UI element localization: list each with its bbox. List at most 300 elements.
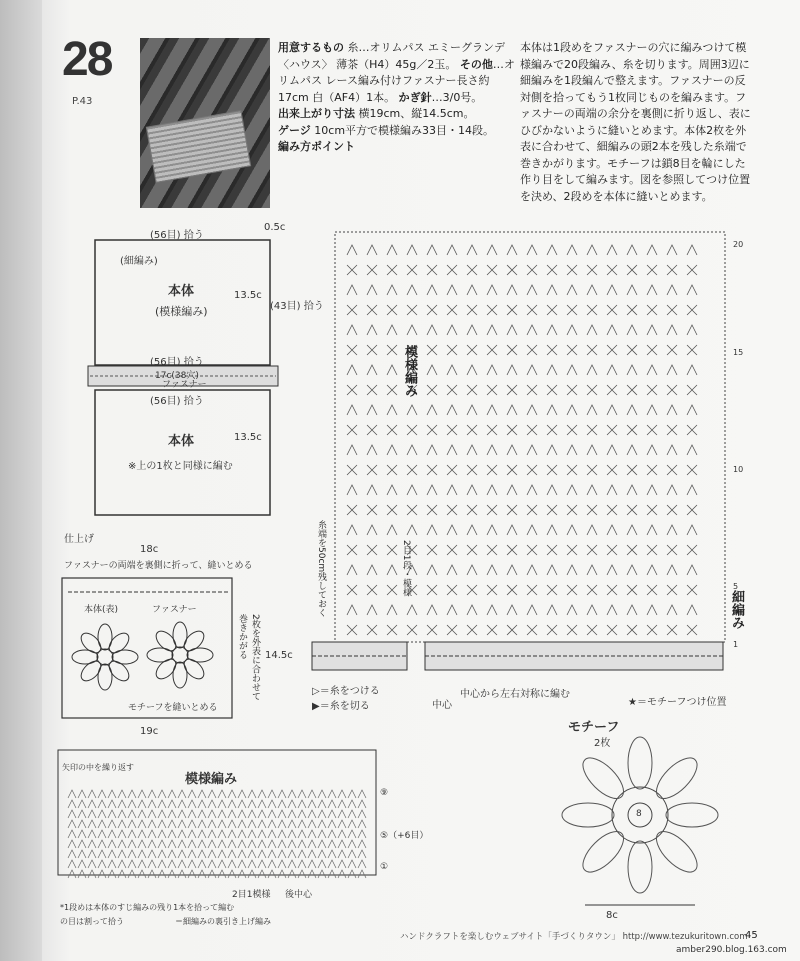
stitch-mark xyxy=(687,625,697,635)
stitch-mark xyxy=(367,345,377,355)
stitch-mark xyxy=(507,565,517,575)
stitch-mark xyxy=(387,245,397,255)
stitch-mark xyxy=(647,625,657,635)
stitch-mark xyxy=(647,425,657,435)
stitch-mark xyxy=(687,505,697,515)
stitch-mark xyxy=(387,605,397,615)
stitch-mark xyxy=(667,345,677,355)
attach-note: ▷＝糸をつける xyxy=(312,686,380,697)
motif-title: モチーフ xyxy=(568,720,620,735)
small-stitch-mark xyxy=(278,810,286,818)
stitch-mark xyxy=(587,465,597,475)
stitch-mark xyxy=(567,505,577,515)
small-stitch-mark xyxy=(258,840,266,848)
stitch-mark xyxy=(347,425,357,435)
stitch-mark xyxy=(527,465,537,475)
stitch-mark xyxy=(407,505,417,515)
stitch-mark xyxy=(567,305,577,315)
small-stitch-mark xyxy=(228,860,236,868)
small-stitch-mark xyxy=(168,800,176,808)
small-stitch-mark xyxy=(298,820,306,828)
stitch-mark xyxy=(387,565,397,575)
stitch-mark xyxy=(667,365,677,375)
stitch-mark xyxy=(467,465,477,475)
small-stitch-mark xyxy=(78,870,86,878)
small-stitch-mark xyxy=(358,820,366,828)
stitch-mark xyxy=(687,265,697,275)
stitch-mark xyxy=(447,625,457,635)
small-stitch-mark xyxy=(178,810,186,818)
finishing-title: 仕上げ xyxy=(64,534,94,545)
stitch-mark xyxy=(547,605,557,615)
small-stitch-mark xyxy=(278,850,286,858)
small-stitch-mark xyxy=(208,820,216,828)
body-label-lower: 本体 xyxy=(168,434,195,449)
stitch-mark xyxy=(347,465,357,475)
stitch-mark xyxy=(427,445,437,455)
body-label-upper: 本体 xyxy=(168,284,195,299)
finishing-note1: ファスナーの両端を裏側に折って、縫いとめる xyxy=(64,561,253,571)
materials-yarn: 糸…オリムパス エミーグランデ〈ハウス〉 薄茶（H4）45g／2玉。 xyxy=(278,41,505,71)
stitch-mark xyxy=(447,345,457,355)
small-stitch-mark xyxy=(308,870,316,878)
small-stitch-mark xyxy=(348,800,356,808)
stitch-mark xyxy=(687,405,697,415)
stitch-mark xyxy=(407,525,417,535)
stitch-mark xyxy=(347,525,357,535)
small-stitch-mark xyxy=(178,800,186,808)
stitch-mark xyxy=(607,245,617,255)
stitch-mark xyxy=(447,505,457,515)
stitch-mark xyxy=(647,525,657,535)
stitch-mark xyxy=(687,545,697,555)
stitch-mark xyxy=(647,385,657,395)
stitch-mark xyxy=(547,545,557,555)
stitch-mark xyxy=(587,525,597,535)
small-stitch-mark xyxy=(308,800,316,808)
small-stitch-mark xyxy=(338,850,346,858)
stitch-mark xyxy=(607,545,617,555)
stitch-mark xyxy=(347,445,357,455)
stitch-mark xyxy=(507,245,517,255)
stitch-mark xyxy=(547,525,557,535)
stitch-mark xyxy=(387,385,397,395)
stitch-mark xyxy=(527,305,537,315)
small-stitch-mark xyxy=(108,870,116,878)
small-stitch-mark xyxy=(238,840,246,848)
stitch-mark xyxy=(547,385,557,395)
stitch-mark xyxy=(447,245,457,255)
page-number: 45 xyxy=(745,930,758,941)
small-stitch-mark xyxy=(138,800,146,808)
small-stitch-mark xyxy=(78,790,86,798)
small-stitch-mark xyxy=(358,830,366,838)
small-stitch-mark xyxy=(248,790,256,798)
stitch-mark xyxy=(527,445,537,455)
small-stitch-mark xyxy=(298,850,306,858)
stitch-mark xyxy=(547,265,557,275)
stitch-mark xyxy=(467,305,477,315)
small-stitch-mark xyxy=(78,830,86,838)
motif-petal xyxy=(628,841,652,893)
stitch-mark xyxy=(647,585,657,595)
small-stitch-mark xyxy=(78,840,86,848)
small-stitch-mark xyxy=(68,790,76,798)
small-stitch-mark xyxy=(298,810,306,818)
pattern-label: (模様編み) xyxy=(155,305,208,318)
small-stitch-mark xyxy=(298,860,306,868)
stitch-mark xyxy=(567,605,577,615)
stitch-mark xyxy=(567,485,577,495)
stitch-mark xyxy=(447,485,457,495)
stitch-mark xyxy=(667,565,677,575)
stitch-mark xyxy=(587,385,597,395)
stitch-mark xyxy=(627,625,637,635)
small-stitch-mark xyxy=(318,860,326,868)
stitch-mark xyxy=(367,305,377,315)
small-stitch-mark xyxy=(78,820,86,828)
small-stitch-mark xyxy=(168,850,176,858)
stitch-mark xyxy=(507,525,517,535)
small-stitch-mark xyxy=(98,810,106,818)
stitch-mark xyxy=(587,585,597,595)
stitch-mark xyxy=(627,265,637,275)
stitch-mark xyxy=(347,405,357,415)
stitch-mark xyxy=(487,305,497,315)
small-stitch-mark xyxy=(98,820,106,828)
stitch-mark xyxy=(607,285,617,295)
small-stitch-mark xyxy=(148,790,156,798)
stitch-mark xyxy=(467,505,477,515)
small-stitch-mark xyxy=(278,860,286,868)
size-label: 出来上がり寸法 xyxy=(278,107,355,120)
sc-vertical-label: 細編み xyxy=(729,590,744,629)
stitch-mark xyxy=(607,305,617,315)
small-stitch-mark xyxy=(188,800,196,808)
motif-count: 2枚 xyxy=(594,738,611,749)
stitch-mark xyxy=(447,325,457,335)
small-stitch-mark xyxy=(78,860,86,868)
motif-sew-note: モチーフを縫いとめる xyxy=(128,703,218,713)
stitch-mark xyxy=(627,405,637,415)
stitch-mark xyxy=(547,585,557,595)
small-stitch-mark xyxy=(148,860,156,868)
small-stitch-mark xyxy=(128,840,136,848)
stitch-mark xyxy=(467,585,477,595)
small-stitch-mark xyxy=(188,870,196,878)
stitch-chart xyxy=(335,232,725,642)
finishing-width: 18c xyxy=(140,544,159,555)
stitch-mark xyxy=(447,365,457,375)
stitch-mark xyxy=(387,625,397,635)
stitch-mark xyxy=(667,545,677,555)
small-stitch-mark xyxy=(108,820,116,828)
cut-note: ▶＝糸を切る xyxy=(312,701,370,712)
stitch-mark xyxy=(567,345,577,355)
stitch-mark xyxy=(547,285,557,295)
small-stitch-mark xyxy=(178,820,186,828)
motif-petal xyxy=(576,825,630,879)
small-stitch-mark xyxy=(188,830,196,838)
stitch-mark xyxy=(667,585,677,595)
small-stitch-mark xyxy=(188,860,196,868)
small-stitch-mark xyxy=(288,810,296,818)
small-stitch-mark xyxy=(338,810,346,818)
small-stitch-mark xyxy=(208,840,216,848)
stitch-mark xyxy=(587,425,597,435)
stitch-mark xyxy=(407,445,417,455)
stitch-mark xyxy=(407,325,417,335)
stitch-mark xyxy=(427,625,437,635)
stitch-mark xyxy=(547,565,557,575)
stitch-mark xyxy=(507,445,517,455)
small-stitch-mark xyxy=(218,810,226,818)
materials-other: …オリムパス レース編み付けファスナー長さ約17cm 白（AF4）1本。 xyxy=(278,57,515,104)
stitch-mark xyxy=(487,325,497,335)
small-stitch-mark xyxy=(278,800,286,808)
small-stitch-mark xyxy=(228,840,236,848)
stitch-mark xyxy=(347,265,357,275)
stitch-mark xyxy=(507,265,517,275)
stitch-mark xyxy=(687,465,697,475)
small-stitch-mark xyxy=(248,810,256,818)
small-stitch-mark xyxy=(288,800,296,808)
stitch-mark xyxy=(627,605,637,615)
small-stitch-mark xyxy=(248,840,256,848)
small-stitch-mark xyxy=(88,810,96,818)
stitch-mark xyxy=(387,265,397,275)
stitch-mark xyxy=(507,465,517,475)
small-stitch-mark xyxy=(208,810,216,818)
small-stitch-mark xyxy=(88,840,96,848)
small-chart-title: 模様編み xyxy=(185,772,238,787)
small-stitch-mark xyxy=(118,790,126,798)
small-stitch-mark xyxy=(348,810,356,818)
stitch-mark xyxy=(607,405,617,415)
stitch-mark xyxy=(627,325,637,335)
stitch-mark xyxy=(487,445,497,455)
stitch-mark xyxy=(527,585,537,595)
stitch-mark xyxy=(647,545,657,555)
small-stitch-mark xyxy=(328,870,336,878)
stitch-mark xyxy=(467,285,477,295)
footer-site: ハンドクラフトを楽しむウェブサイト「手づくりタウン」 http://www.tezukuritown.com xyxy=(400,932,748,942)
stitch-mark xyxy=(407,305,417,315)
stitch-mark xyxy=(367,425,377,435)
stitch-mark xyxy=(587,565,597,575)
stitch-mark xyxy=(487,465,497,475)
stitch-mark xyxy=(687,345,697,355)
small-stitch-mark xyxy=(208,830,216,838)
stitch-mark xyxy=(387,585,397,595)
stitch-mark xyxy=(427,345,437,355)
small-row5: ⑤（+6目） xyxy=(380,831,429,841)
row-label-20: 20 xyxy=(733,240,744,249)
small-stitch-mark xyxy=(348,870,356,878)
stitch-mark xyxy=(667,405,677,415)
small-stitch-mark xyxy=(218,860,226,868)
finishing-height: 14.5c xyxy=(265,650,293,661)
small-stitch-mark xyxy=(88,830,96,838)
stitch-mark xyxy=(387,545,397,555)
stitch-mark xyxy=(627,485,637,495)
stitch-mark xyxy=(647,505,657,515)
stitch-mark xyxy=(507,425,517,435)
small-stitch-mark xyxy=(308,830,316,838)
stitch-mark xyxy=(507,505,517,515)
small-stitch-mark xyxy=(268,870,276,878)
small-stitch-mark xyxy=(308,840,316,848)
motif-petal xyxy=(562,803,614,827)
small-bottom-label: 2目1模様 xyxy=(232,890,271,900)
stitch-mark xyxy=(527,505,537,515)
stitch-mark xyxy=(387,425,397,435)
small-stitch-mark xyxy=(248,830,256,838)
small-stitch-mark xyxy=(288,820,296,828)
small-stitch-mark xyxy=(328,840,336,848)
small-stitch-mark xyxy=(68,820,76,828)
small-stitch-mark xyxy=(238,850,246,858)
stitch-mark xyxy=(607,605,617,615)
small-stitch-mark xyxy=(318,800,326,808)
small-stitch-mark xyxy=(258,790,266,798)
small-stitch-mark xyxy=(138,870,146,878)
stitch-mark xyxy=(667,245,677,255)
small-stitch-mark xyxy=(358,860,366,868)
stitch-mark xyxy=(367,325,377,335)
stitch-mark xyxy=(647,285,657,295)
stitch-mark xyxy=(587,325,597,335)
stitch-mark xyxy=(467,445,477,455)
finishing-zipper: ファスナー xyxy=(152,605,197,615)
stitch-mark xyxy=(567,465,577,475)
small-stitch-mark xyxy=(218,820,226,828)
small-stitch-mark xyxy=(148,800,156,808)
stitch-mark xyxy=(447,605,457,615)
stitch-mark xyxy=(567,385,577,395)
stitch-mark xyxy=(587,405,597,415)
small-stitch-mark xyxy=(218,790,226,798)
stitch-mark xyxy=(467,365,477,375)
stitch-mark xyxy=(607,365,617,375)
row2-note: 2目1段・模様 xyxy=(401,540,411,597)
stitch-mark xyxy=(667,525,677,535)
stitch-mark xyxy=(567,265,577,275)
stitch-mark xyxy=(467,565,477,575)
small-stitch-mark xyxy=(88,870,96,878)
stitch-mark xyxy=(647,445,657,455)
stitch-mark xyxy=(667,625,677,635)
small-stitch-mark xyxy=(348,860,356,868)
small-stitch-mark xyxy=(308,820,316,828)
small-stitch-mark xyxy=(108,790,116,798)
stitch-mark xyxy=(367,265,377,275)
stitch-mark xyxy=(427,365,437,375)
small-stitch-mark xyxy=(168,810,176,818)
small-stitch-mark xyxy=(128,810,136,818)
materials-other-label: その他 xyxy=(459,57,493,71)
small-stitch-mark xyxy=(338,800,346,808)
stitch-mark xyxy=(447,585,457,595)
small-stitch-mark xyxy=(318,790,326,798)
flower-left xyxy=(72,624,138,690)
stitch-mark xyxy=(587,245,597,255)
small-stitch-mark xyxy=(258,850,266,858)
small-stitch-mark xyxy=(78,850,86,858)
small-stitch-mark xyxy=(308,850,316,858)
small-stitch-mark xyxy=(138,820,146,828)
small-stitch-mark xyxy=(338,820,346,828)
small-stitch-mark xyxy=(328,790,336,798)
stitch-mark xyxy=(667,265,677,275)
lower-body-outline xyxy=(95,390,270,515)
small-stitch-mark xyxy=(98,860,106,868)
stitch-mark xyxy=(607,265,617,275)
stitch-mark xyxy=(587,365,597,375)
small-stitch-mark xyxy=(288,860,296,868)
stitch-mark xyxy=(607,525,617,535)
stitch-mark xyxy=(527,385,537,395)
small-stitch-mark xyxy=(158,820,166,828)
stitch-mark xyxy=(627,385,637,395)
edge-label: 0.5c xyxy=(264,222,286,233)
small-stitch-mark xyxy=(118,860,126,868)
small-stitch-mark xyxy=(258,860,266,868)
stitch-mark xyxy=(687,425,697,435)
small-stitch-mark xyxy=(108,830,116,838)
stitch-mark xyxy=(407,265,417,275)
small-stitch-mark xyxy=(318,840,326,848)
small-stitch-mark xyxy=(128,860,136,868)
stitch-mark xyxy=(607,505,617,515)
small-chart-rows xyxy=(68,790,366,878)
stitch-mark xyxy=(647,485,657,495)
hook-size: …3/0号。 xyxy=(431,90,483,104)
small-stitch-mark xyxy=(338,840,346,848)
small-stitch-mark xyxy=(78,810,86,818)
stitch-mark xyxy=(467,605,477,615)
footer-url[interactable]: http://www.tezukuritown.com xyxy=(622,932,748,942)
stitch-mark xyxy=(547,425,557,435)
stitch-mark xyxy=(627,465,637,475)
small-stitch-mark xyxy=(278,870,286,878)
stitch-mark xyxy=(607,445,617,455)
small-stitch-mark xyxy=(268,820,276,828)
stitch-mark xyxy=(547,625,557,635)
stitch-mark xyxy=(507,485,517,495)
stitch-mark xyxy=(627,445,637,455)
small-stitch-mark xyxy=(298,870,306,878)
stitch-mark xyxy=(527,345,537,355)
stitch-mark xyxy=(547,245,557,255)
stitch-mark xyxy=(507,625,517,635)
stitch-mark xyxy=(347,625,357,635)
small-stitch-mark xyxy=(178,790,186,798)
stitch-mark xyxy=(627,585,637,595)
small-stitch-mark xyxy=(138,850,146,858)
stitch-mark xyxy=(547,505,557,515)
stitch-mark xyxy=(347,245,357,255)
small-stitch-mark xyxy=(68,830,76,838)
small-stitch-mark xyxy=(198,850,206,858)
stitch-mark xyxy=(447,265,457,275)
small-stitch-mark xyxy=(358,850,366,858)
small-stitch-mark xyxy=(238,800,246,808)
small-row1: ① xyxy=(380,862,389,872)
small-stitch-mark xyxy=(248,870,256,878)
stitch-mark xyxy=(527,545,537,555)
stitch-mark xyxy=(467,265,477,275)
